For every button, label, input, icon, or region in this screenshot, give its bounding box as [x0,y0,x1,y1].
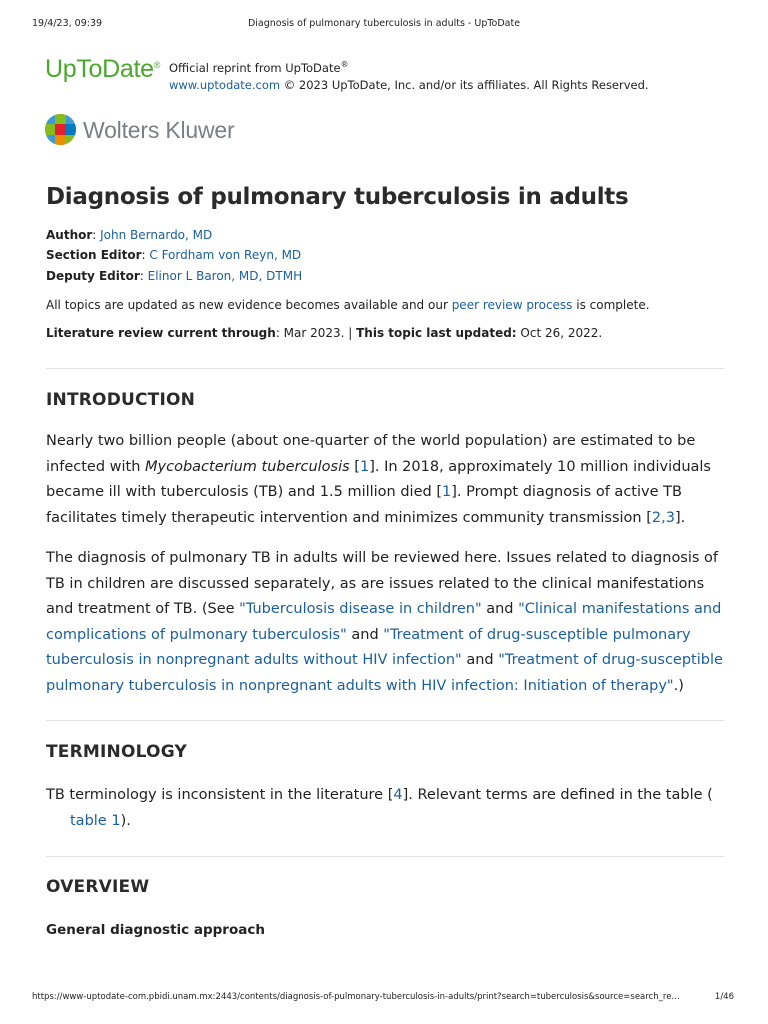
reprint-line: Official reprint from UpToDate [169,60,341,75]
topic-link-treatment-without-hiv[interactable]: "Treatment of drug-susceptible pulmonary tuberculosis in nonpregnant adults without HIV infection" [46,626,691,668]
terminology-paragraph: TB terminology is inconsistent in the literature [4]. Relevant terms are defined in the table (table 1). [46,787,713,829]
article-title: Diagnosis of pulmonary tuberculosis in adults [46,184,629,210]
deputy-editor-line: Deputy Editor: Elinor L Baron, MD, DTMH [46,269,303,283]
topic-link-tb-children[interactable]: "Tuberculosis disease in children" [239,601,482,617]
author-label: Author [46,228,93,242]
reprint-notice [169,56,649,94]
reference-link[interactable]: 1 [441,484,452,500]
table-icon [52,814,64,826]
review-dates [46,324,602,342]
author-line: Author: John Bernardo, MD [46,228,213,242]
section-editor-link[interactable]: C Fordham von Reyn, MD [149,248,302,262]
introduction-heading: INTRODUCTION [46,390,196,410]
last-updated-value: Oct 26, 2022. [516,326,603,340]
uptodate-logo-mark: ® [153,60,161,70]
section-divider [46,720,724,721]
deputy-editor-label: Deputy Editor [46,269,140,283]
reference-link[interactable]: 2,3 [651,509,675,526]
lit-review-value: : Mar 2023. | [275,326,357,340]
section-divider [46,856,724,857]
reference-link[interactable]: 1 [359,458,370,475]
section-editor-label: Section Editor [46,248,142,262]
topic-link-clinical-manifestations[interactable]: "Clinical manifestations and complications of pulmonary tuberculosis" [46,601,722,643]
print-header [32,18,736,32]
print-url: https://www-uptodate-com.pbidi.unam.mx:2443/contents/diagnosis-of-pulmonary-tuberculosis-in-adults/print?search=tuberculosis&source=search_re… [32,992,680,1002]
print-footer [32,992,736,1006]
update-note: All topics are updated as new evidence becomes available and our peer review process is complete. [46,298,650,312]
general-diagnostic-approach-heading: General diagnostic approach [46,922,265,938]
page-number: 1/46 [714,992,734,1002]
print-datetime: 19/4/23, 09:39 [32,18,103,29]
introduction-paragraph-1: Nearly two billion people (about one-quarter of the world population) are estimated to be infected with Mycobacterium tuberculosis [1]. In 2018, approximately 10 million individuals became ill with tuberculosis (TB) and 1.5 million died [1]. Prompt diagnosis of active TB facilitates timely therapeutic intervention and minimizes community transmission [2,3]. [46,433,711,526]
author-link[interactable]: John Bernardo, MD [100,228,213,242]
introduction-paragraph-2: The diagnosis of pulmonary TB in adults will be reviewed here. Issues related to diagnosis of TB in children are discussed separately, as are issues related to the clinical manifestations and treatment of TB. (See "Tuberculosis disease in children" and "Clinical manifestations and complications of pulmonary tuberculosis" and "Treatment of drug-susceptible pulmonary tuberculosis in nonpregnant adults without HIV infection" and "Treatment of drug-susceptible pulmonary tuberculosis in nonpregnant adults with HIV infection: Initiation of therapy".) [46,550,723,694]
wolters-kluwer-mark-icon [45,114,76,145]
print-page-title: Diagnosis of pulmonary tuberculosis in adults - UpToDate [247,18,521,29]
last-updated-label: This topic last updated: [356,326,517,340]
section-editor-line: Section Editor: C Fordham von Reyn, MD [46,248,302,262]
reprint-mark: ® [340,60,349,69]
lit-review-label: Literature review current through [46,326,276,340]
reference-link[interactable]: 4 [393,787,403,803]
deputy-editor-link[interactable]: Elinor L Baron, MD, DTMH [147,269,303,283]
section-divider [46,368,724,369]
overview-heading: OVERVIEW [46,877,150,897]
peer-review-link[interactable]: peer review process [451,298,573,312]
uptodate-site-link[interactable]: www.uptodate.com [169,77,281,92]
terminology-heading: TERMINOLOGY [46,742,187,762]
copyright-text: © 2023 UpToDate, Inc. and/or its affiliates. All Rights Reserved. [280,77,649,92]
topic-link-treatment-with-hiv[interactable]: "Treatment of drug-susceptible pulmonary tuberculosis in nonpregnant adults with HIV infection: Initiation of therapy" [46,652,723,694]
wolters-kluwer-wordmark: Wolters Kluwer [83,117,235,143]
uptodate-logo-text: UpToDate [45,55,154,83]
table-1-link[interactable]: table 1 [70,812,121,829]
